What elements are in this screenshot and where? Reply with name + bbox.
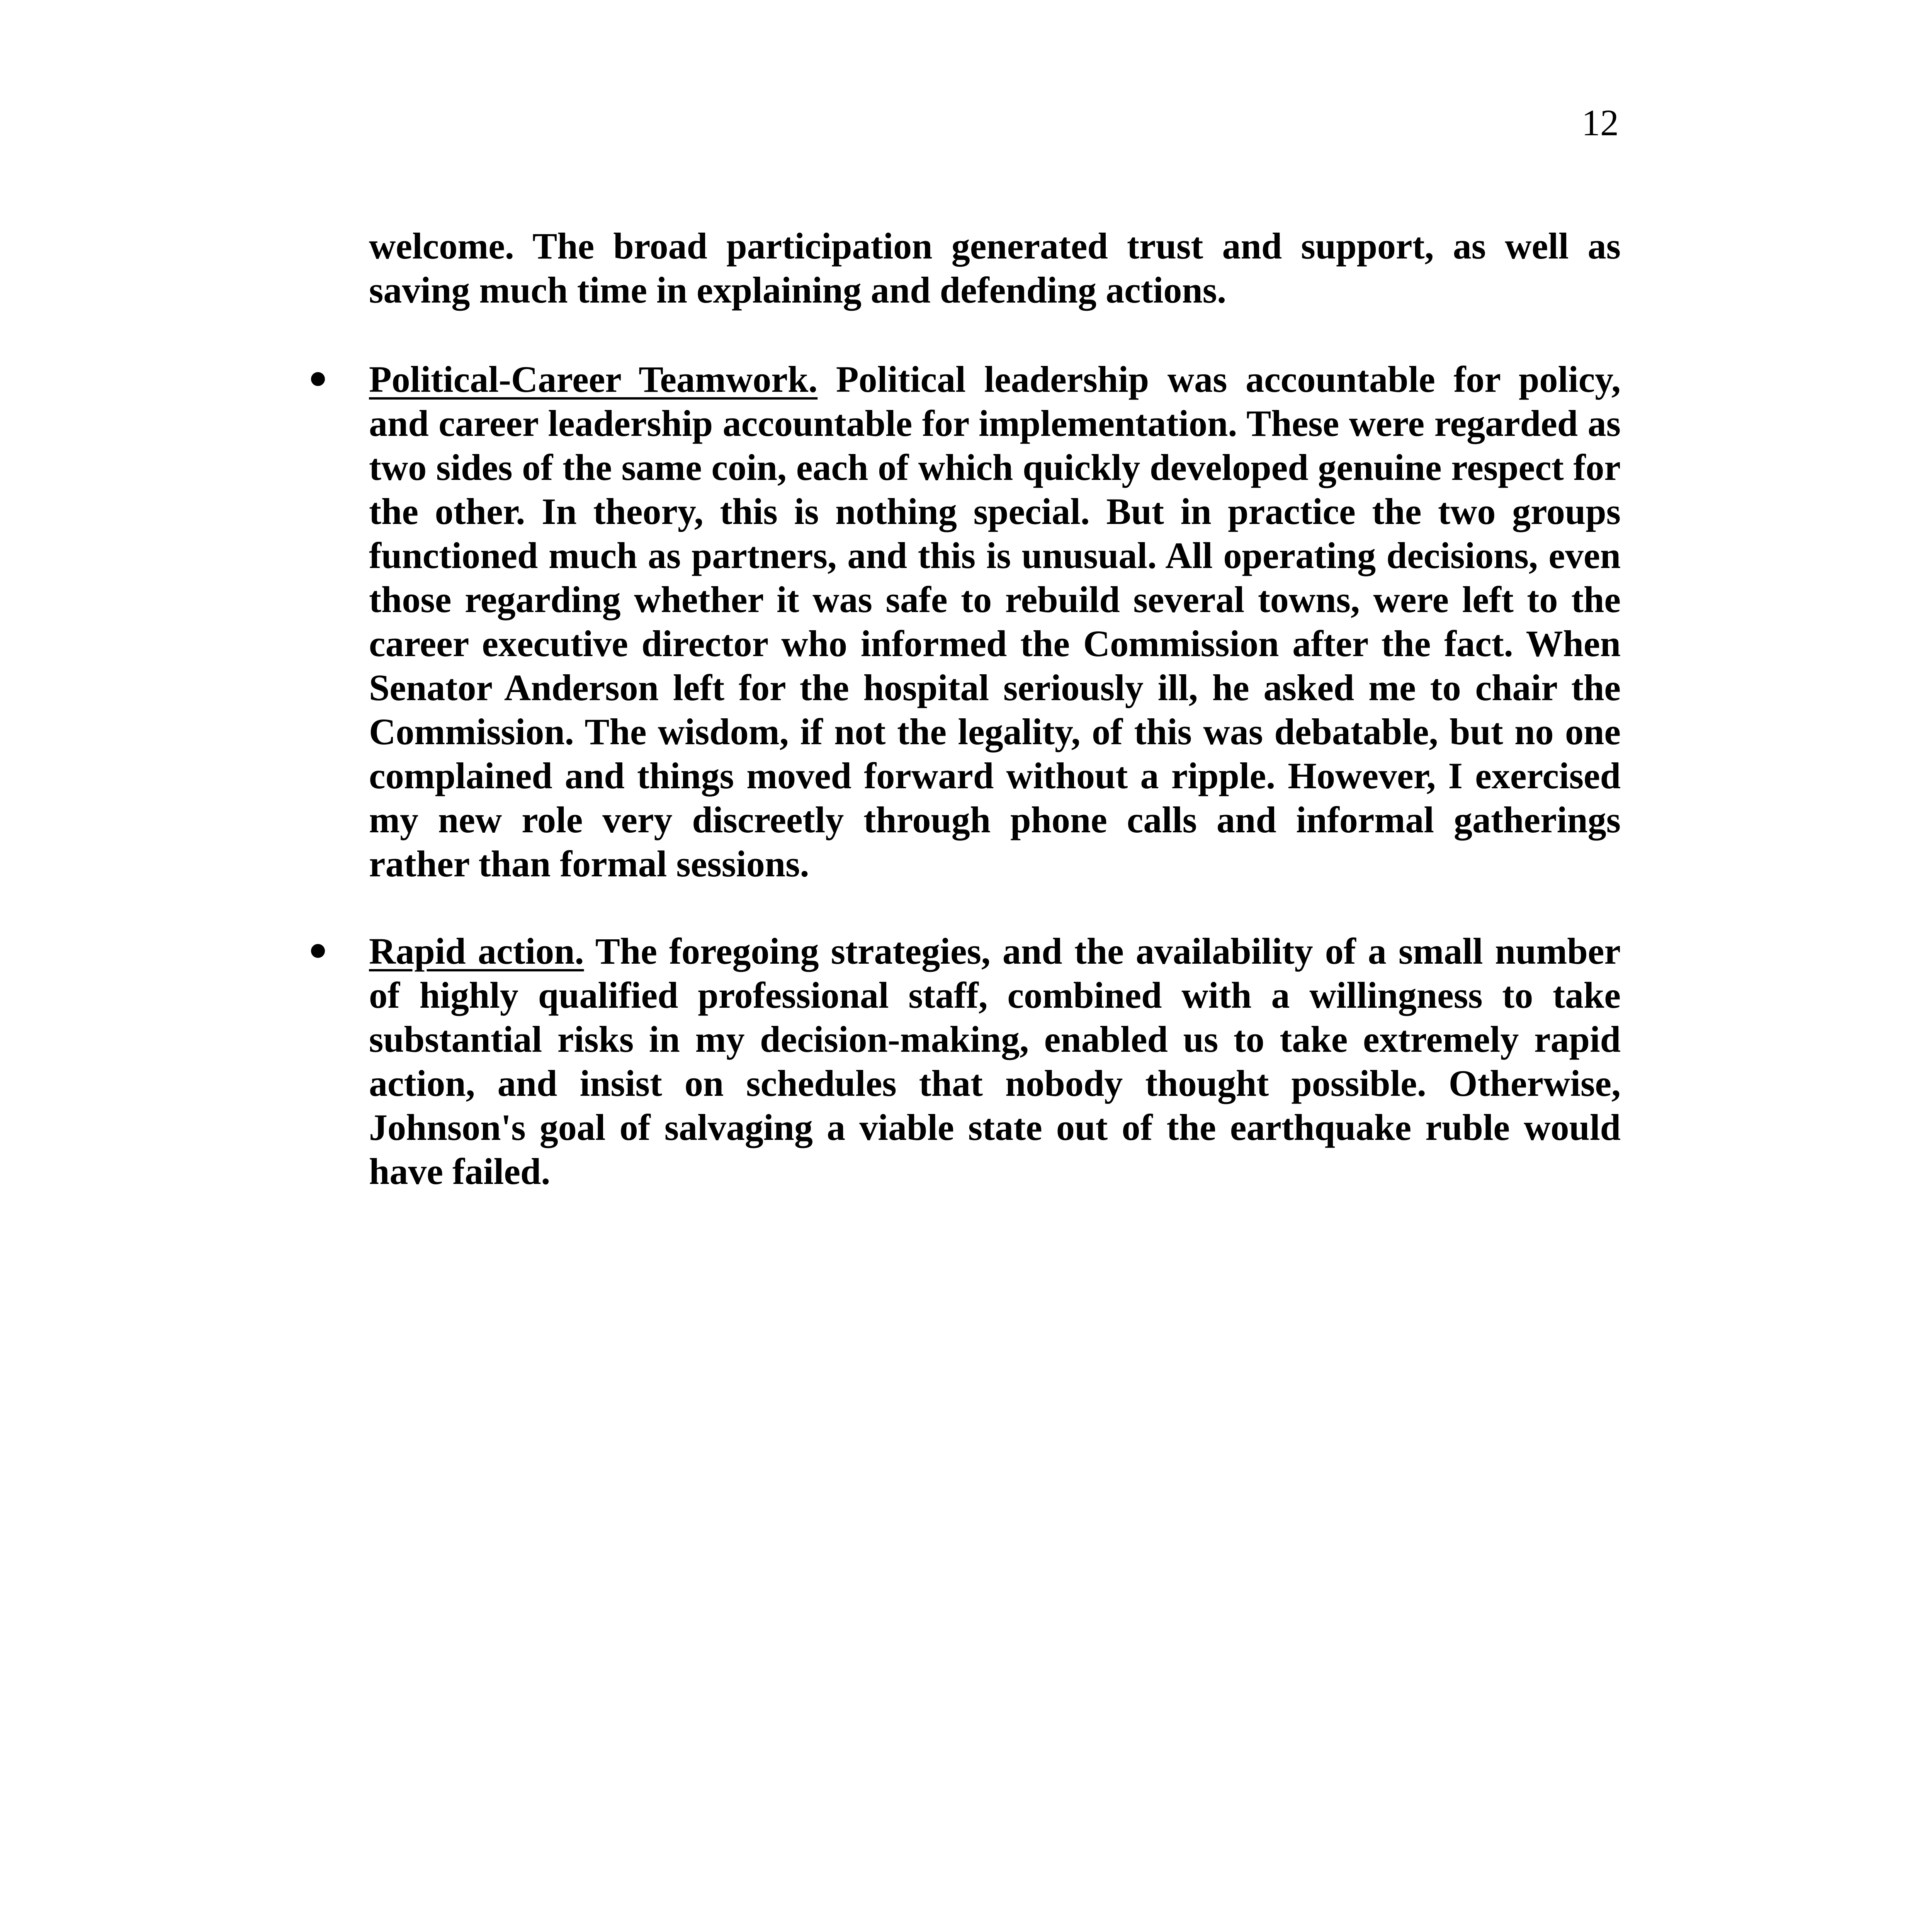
continuation-paragraph: welcome. The broad participation generated trust and support, as well as saving much time in explaining and defending actions. xyxy=(369,225,1621,311)
bullet-body: Political leadership was accountable for policy, and career leadership accountable for implementation. These were regarded as two sides of the same coin, each of which quickly developed genuine respect for the other. In theory, this is nothing special. But in practice the two groups functioned much as partners, and this is unusual. All operating decisions, even those regarding whether it was safe to rebuild several towns, were left to the career executive director who informed the Commission after the fact. When Senator Anderson left for the hospital seriously ill, he asked me to chair the Commission. The wisdom, if not the legality, of this was debatable, but no one complained and things moved forward without a ripple. However, I exercised my new role very discreetly through phone calls and informal gatherings rather than formal sessions. xyxy=(369,359,1621,884)
bullet-body: The foregoing strategies, and the availability of a small number of highly qualified professional staff, combined with a willingness to take substantial risks in my decision-making, enabled us to take extremely rapid action, and insist on schedules that nobody thought possible. Otherwise, Johnson's goal of salvaging a viable state out of the earthquake ruble would have failed. xyxy=(369,930,1621,1192)
bullet-item-rapid-action xyxy=(369,929,1621,1194)
bullet-heading: Rapid action. xyxy=(369,930,584,972)
bullet-paragraph xyxy=(369,929,1621,1194)
page-number: 12 xyxy=(1582,102,1619,143)
bullet-dot-icon xyxy=(311,944,325,958)
bullet-dot-icon xyxy=(311,372,325,386)
bullet-heading: Political-Career Teamwork. xyxy=(369,359,818,400)
bullet-item-political-career-teamwork xyxy=(369,357,1621,886)
bullet-paragraph xyxy=(369,357,1621,886)
